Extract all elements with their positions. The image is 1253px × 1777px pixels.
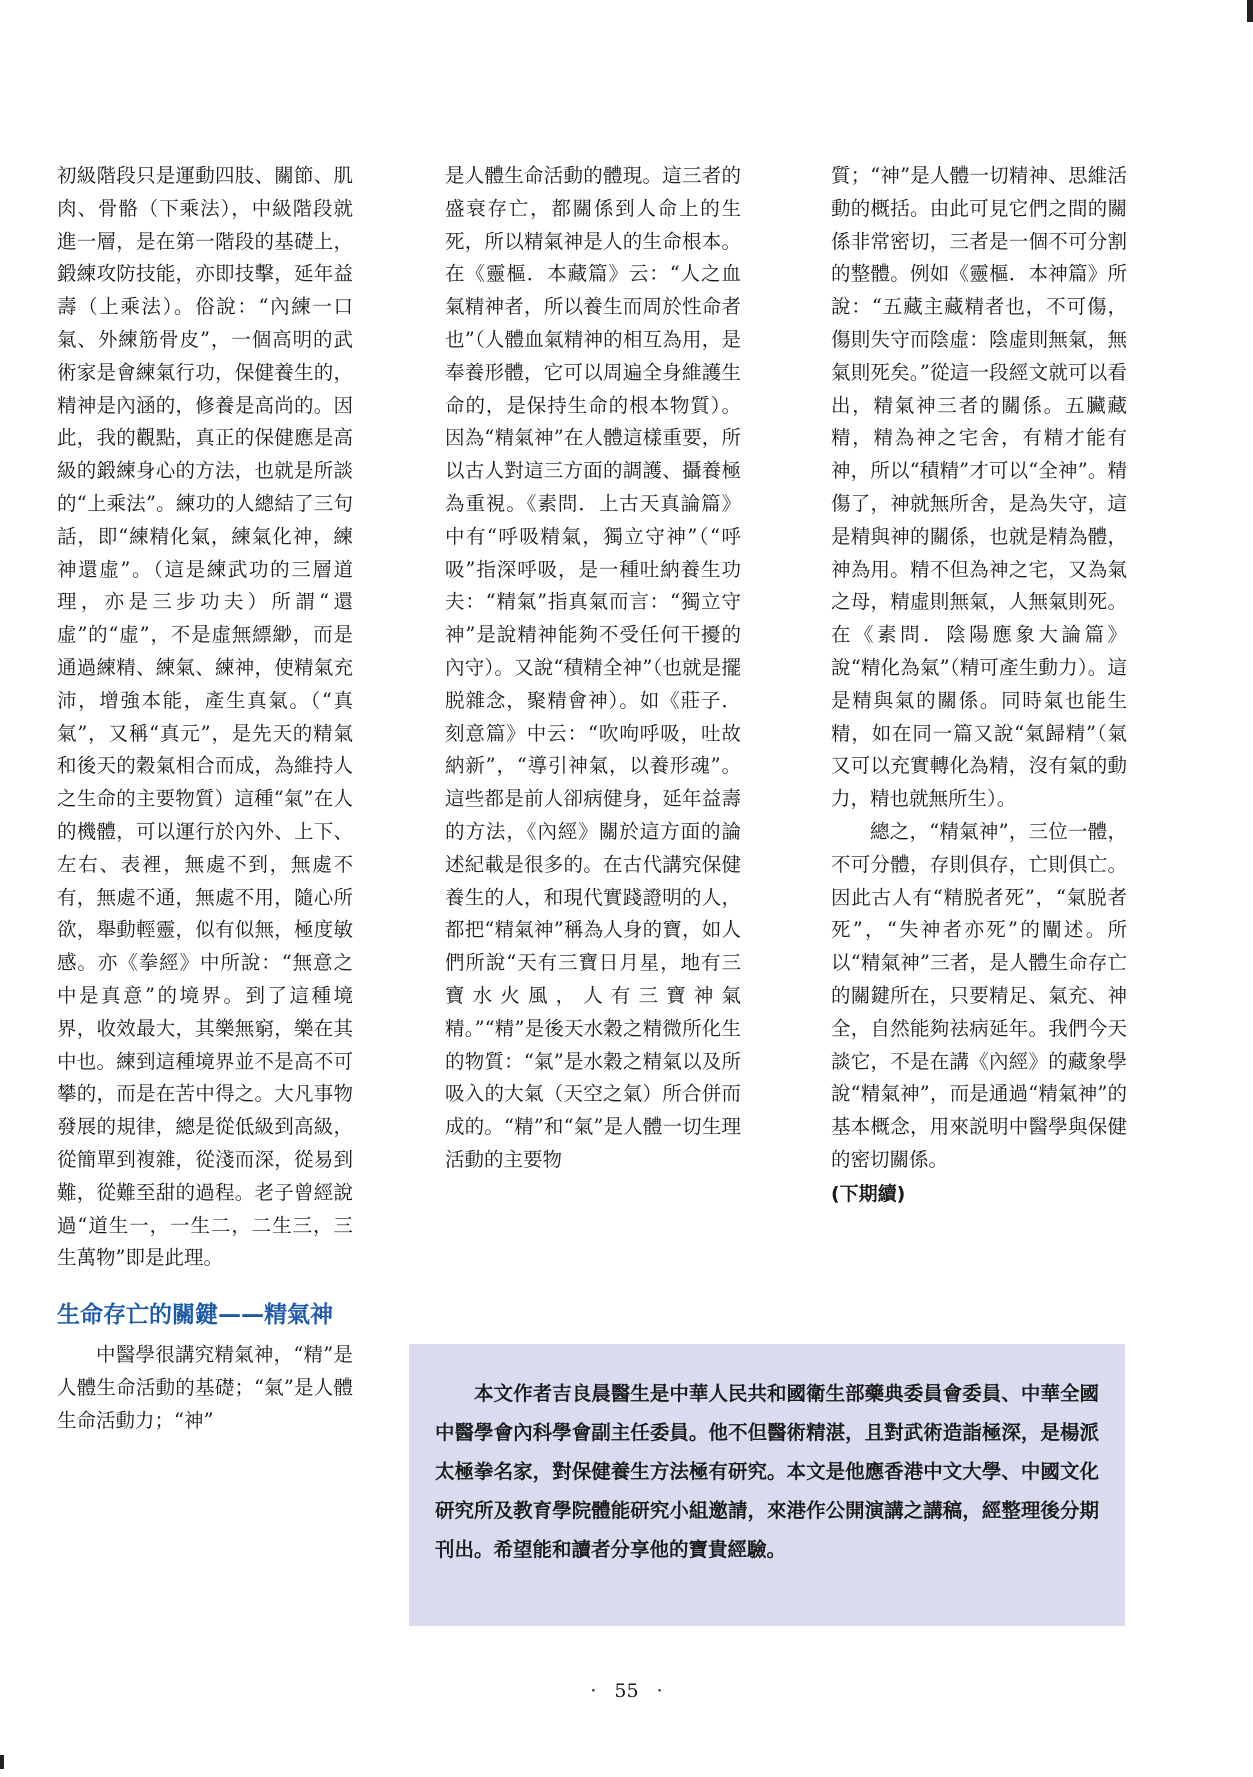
footer-ornament: · [656, 1680, 663, 1702]
body-paragraph: 總之，“精氣神”，三位一體，不可分體，存則俱存，亡則俱亡。因此古人有“精脱者死”，“氣脱者死”，“失神者亦死”的闡述。所以“精氣神”三者，是人體生命存亡的關鍵所在，只要精足、氣充、神全，自然能夠祛病延年。我們今天談它，不是在講《內經》的藏象學說“精氣神”，而是通過“精氣神”的基本概念，用來説明中醫學與保健的密切關係。 [831, 819, 1127, 1171]
article-column-3 [831, 160, 1127, 1209]
body-paragraph: 初級階段只是運動四肢、關節、肌肉、骨骼（下乘法），中級階段就進一層，是在第一階段的基礎上，鍛練攻防技能，亦即技擊，延年益壽（上乘法）。俗說：“內練一口氣、外練筋骨皮”，一個高明的武術家是會練氣行功，保健養生的，精神是內涵的，修養是高尚的。因此，我的觀點，真正的保健應是高級的鍛練身心的方法，也就是所談的“上乘法”。練功的人總結了三句話，即“練精化氣，練氣化神，練神還虛”。（這是練武功的三層道理，亦是三步功夫）所謂“還虛”的“虛”，不是虛無縹緲，而是通過練精、練氣、練神，使精氣充沛，增強本能，產生真氣。（“真氣”，又稱“真元”，是先天的精氣和後天的穀氣相合而成，為維持人之生命的主要物質）這種“氣”在人的機體，可以運行於內外、上下、左右、表裡，無處不到，無處不有，無處不通，無處不用，隨心所欲，舉動輕靈，似有似無，極度敏感。亦《拳經》中所說：“無意之中是真意”的境界。到了這種境界，收效最大，其樂無窮，樂在其中也。練到這種境界並不是高不可攀的，而是在苦中得之。大凡事物發展的規律，總是從低級到高級，從簡單到複雜，從淺而深，從易到難，從難至甜的過程。老子曾經說過“道生一，一生二，二生三，三生萬物”即是此理。 [57, 164, 353, 1270]
body-paragraph: 是人體生命活動的體現。這三者的盛衰存亡，都關係到人命上的生死，所以精氣神是人的生命根本。在《靈樞．本藏篇》云：“人之血氣精神者，所以養生而周於性命者也”（人體血氣精神的相互為用，是奉養形體，它可以周遍全身維護生命的，是保持生命的根本物質）。因為“精氣神”在人體這樣重要，所以古人對這三方面的調護、攝養極為重視。《素問．上古天真論篇》中有“呼吸精氣，獨立守神”（“呼吸”指深呼吸，是一種吐納養生功夫：“精氣”指真氣而言：“獨立守神”是說精神能夠不受任何干擾的內守）。又說“積精全神”（也就是擺脱雜念，聚精會神）。如《莊子．刻意篇》中云：“吹呴呼吸，吐故納新”，“導引神氣，以養形魂”。這些都是前人卻病健身，延年益壽的方法，《內經》關於這方面的論述紀載是很多的。在古代講究保健養生的人，和現代實踐證明的人，都把“精氣神”稱為人身的寶，如人們所說“天有三寶日月星，地有三寶水火風，人有三寶神氣精。”“精”是後天水穀之精微所化生的物質：“氣”是水穀之精氣以及所吸入的大氣（天空之氣）所合併而成的。“精”和“氣”是人體一切生理活動的主要物 [445, 164, 741, 1171]
article-column-2 [445, 160, 741, 1177]
section-heading: 生命存亡的關鍵——精氣神 [57, 1302, 333, 1329]
article-column-1 [57, 160, 353, 1437]
page-footer [0, 1680, 1253, 1702]
author-note-text: 本文作者吉良晨醫生是中華人民共和國衛生部藥典委員會委員、中華全國中醫學會內科學會副主任委員。他不但醫術精湛，且對武術造詣極深，是楊派太極拳名家，對保健養生方法極有研究。本文是他應香港中文大學、中國文化研究所及教育學院體能研究小組邀請，來港作公開演講之講稿，經整理後分期刊出。希望能和讀者分享他的寶貴經驗。 [435, 1382, 1099, 1561]
body-paragraph: 質；“神”是人體一切精神、思維活動的概括。由此可見它們之間的關係非常密切，三者是一個不可分割的整體。例如《靈樞．本神篇》所說：“五藏主藏精者也，不可傷，傷則失守而陰虛：陰虛則無氣，無氣則死矣。”從這一段經文就可以看出，精氣神三者的關係。五臟藏精，精為神之宅舍，有精才能有神，所以“積精”才可以“全神”。精傷了，神就無所舍，是為失守，這是精與神的關係，也就是精為體，神為用。精不但為神之宅，又為氣之母，精虛則無氣，人無氣則死。在《素問．陰陽應象大論篇》說“精化為氣”（精可產生動力）。這是精與氣的關係。同時氣也能生精，如在同一篇又說“氣歸精”（氣又可以充實轉化為精，沒有氣的動力，精也就無所生）。 [831, 164, 1127, 811]
scan-edge-mark [1247, 0, 1253, 22]
page-number: 55 [614, 1680, 639, 1702]
body-paragraph: 中醫學很講究精氣神，“精”是人體生命活動的基礎；“氣”是人體生命活動力；“神” [57, 1343, 353, 1432]
footer-ornament: · [590, 1680, 597, 1702]
scan-edge-mark [0, 1755, 4, 1769]
author-note-box [409, 1344, 1125, 1626]
continued-notice: (下期續) [831, 1182, 906, 1205]
